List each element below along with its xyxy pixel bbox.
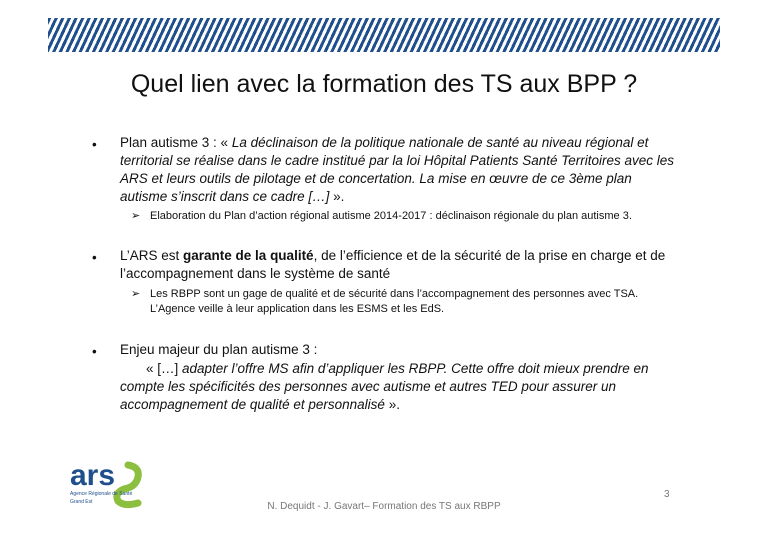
sub-line-2: L’Agence veille à leur application dans les ESMS et les EdS.	[150, 303, 445, 315]
bullet-3: •	[92, 344, 97, 359]
sub-bullet-arrow-1: ➢	[131, 210, 141, 222]
logo-line-1: Agence Régionale de Santé	[70, 491, 133, 497]
paragraph-plan-autisme	[120, 134, 680, 206]
quote-open: « […]	[146, 361, 183, 376]
paragraph-lead: L’ARS est	[120, 248, 184, 263]
slide-title: Quel lien avec la formation des TS aux BPP ?	[130, 70, 638, 98]
paragraph-quote: La déclinaison de la politique nationale de santé au niveau régional et territorial se réalise dans le cadre institué par la loi Hôpital Patients Santé Territoires avec les ARS et leurs outils de pilotage et de concertation. La mise en œuvre de ce 3ème plan autisme s’inscrit dans ce cadre […]	[120, 135, 675, 204]
sub-bullet-arrow-2: ➢	[131, 288, 141, 300]
sub-item-rbpp	[150, 287, 690, 317]
header-banner	[48, 18, 720, 52]
paragraph-ars-garante	[120, 247, 680, 283]
quote-text: adapter l’offre MS afin d’appliquer les RBPP. Cette offre doit mieux prendre en compte les spécificités des personnes avec autisme et autres TED pour assurer un accompagnement de qualité et personnalisé	[120, 361, 649, 412]
bullet-1: •	[92, 137, 97, 152]
paragraph-tail: ».	[329, 189, 345, 204]
quote-close: ».	[384, 397, 400, 412]
logo-line-2: Grand Est	[70, 499, 93, 505]
sub-item-plan-action: Elaboration du Plan d’action régional autisme 2014-2017 : déclinaison régionale du plan autisme 3.	[150, 210, 632, 222]
page-number: 3	[664, 489, 670, 500]
paragraph-lead: Plan autisme 3 : «	[120, 135, 232, 150]
footer-text: N. Dequidt - J. Gavart– Formation des TS aux RBPP	[267, 501, 501, 512]
sub-line-1: Les RBPP sont un gage de qualité et de sécurité dans l’accompagnement des personnes avec TSA.	[150, 288, 639, 300]
paragraph-enjeu-quote	[120, 360, 660, 414]
paragraph-enjeu: Enjeu majeur du plan autisme 3 :	[120, 342, 318, 357]
paragraph-bold: garante de la qualité	[183, 248, 314, 263]
bullet-2: •	[92, 250, 97, 265]
paragraph-tail: , de l’efficience et de la sécurité de la prise en charge et de l’accompagnement dans le système de santé	[120, 248, 666, 281]
logo-text: ars	[70, 459, 116, 492]
